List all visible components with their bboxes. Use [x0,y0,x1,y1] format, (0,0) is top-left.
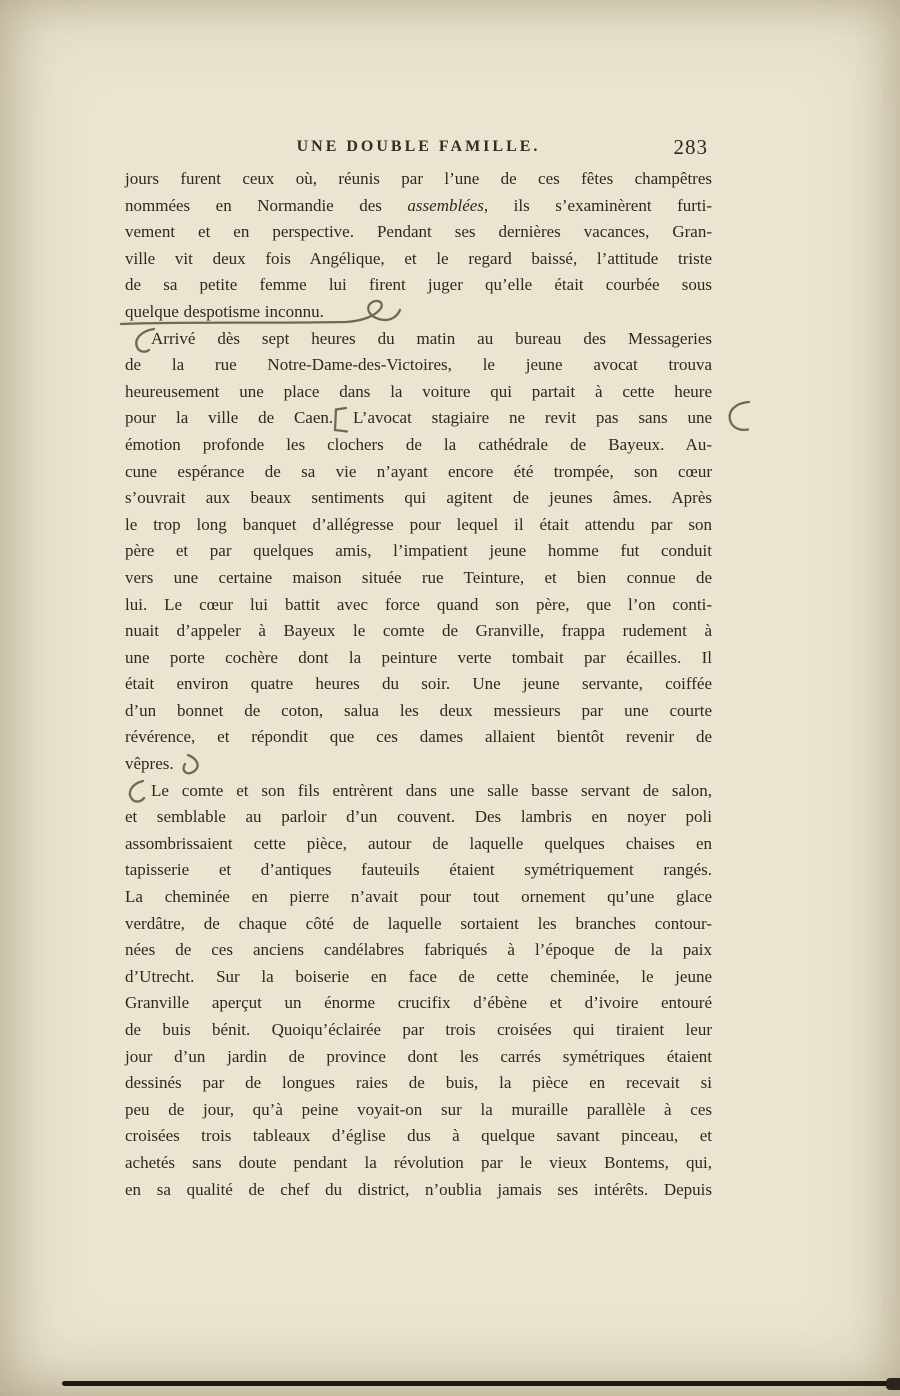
text-line [125,831,712,858]
text-line [125,804,712,831]
text-segment: une porte cochère dont la peinture verte tombait par écailles. Il [125,647,712,667]
pencil-margin-bracket-mark [730,402,749,430]
text-line [125,698,712,725]
text-segment: nommées en Normandie des [125,195,408,215]
scan-edge-artifact [62,1381,894,1386]
text-segment: d’Utrecht. Sur la boiserie en face de cette cheminée, le jeune [125,966,712,986]
text-segment: assombrissaient cette pièce, autour de laquelle quelques chaises en [125,833,712,853]
text-line [125,512,712,539]
text-line [125,485,712,512]
text-line [125,937,712,964]
text-segment: émotion profonde les clochers de la cathédrale de Bayeux. Au- [125,434,712,454]
text-line [125,1150,712,1177]
running-title: UNE DOUBLE FAMILLE. [296,138,541,155]
text-segment: Granville aperçut un énorme crucifix d’ébène et d’ivoire entouré [125,993,712,1013]
text-line [125,778,712,805]
text-segment: , ils s’examinèrent furti- [483,195,712,215]
text-segment: d’un bonnet de coton, salua les deux messieurs par une courte [125,700,712,720]
text-segment: nuait d’appeler à Bayeux le comte de Granville, frappa rudement à [125,621,712,641]
text-segment: peu de jour, qu’à peine voyait-on sur la muraille parallèle à ces [125,1099,712,1119]
page-number: 283 [673,135,708,159]
text-line [125,272,712,299]
text-segment: quelque despotisme inconnu. [125,301,324,321]
text-line [125,1177,712,1204]
text-line [125,459,712,486]
text-segment: jours furent ceux où, réunis par l’une de ces fêtes champêtres [125,169,712,188]
text-segment: achetés sans doute pendant la révolution par le vieux Bontems, qui, [125,1152,712,1172]
text-line [125,1123,712,1150]
text-segment: vement et en perspective. Pendant ses dernières vacances, Gran- [125,222,712,242]
text-segment: père et par quelques amis, l’impatient jeune homme fut conduit [125,541,712,561]
text-line [125,1070,712,1097]
text-segment: dessinés par de longues raies de buis, la pièce en recevait si [125,1073,712,1093]
text-segment: lui. Le cœur lui battit avec force quand son père, que l’on conti- [125,594,712,614]
text-segment: de buis bénit. Quoiqu’éclairée par trois croisées qui tiraient leur [125,1020,712,1039]
text-segment: et semblable au parloir d’un couvent. Des lambris en noyer poli [125,807,712,827]
text-line [125,565,712,592]
text-segment: pour la ville de Caen. L’avocat stagiaire ne revit pas sans une [125,408,712,428]
text-line [125,884,712,911]
text-segment: était environ quatre heures du soir. Une jeune servante, coiffée [125,674,712,694]
text-segment: ville vit deux fois Angélique, et le regard baissé, l’attitude triste [125,248,712,268]
text-segment: croisées trois tableaux d’église dus à quelque savant pinceau, et [125,1126,712,1146]
text-line [125,964,712,991]
text-line [125,592,712,619]
text-line [125,751,712,778]
text-segment: en sa qualité de chef du district, n’oublia jamais ses intérêts. Depuis [125,1179,712,1199]
text-line [125,405,712,432]
text-line [125,219,712,246]
text-segment: de sa petite femme lui firent juger qu’elle était courbée sous [125,275,712,295]
text-line [125,326,712,353]
scan-edge-corner-artifact [886,1378,900,1390]
text-line [125,538,712,565]
italic-text-segment: assemblées [407,195,484,215]
text-line [125,724,712,751]
text-segment: vers une certaine maison située rue Teinture, et bien connue de [125,567,712,587]
text-segment: tapisserie et d’antiques fauteuils étaient symétriquement rangés. [125,860,712,880]
text-segment: verdâtre, de chaque côté de laquelle sortaient les branches contour- [125,913,712,933]
text-line [125,911,712,938]
text-line [125,990,712,1017]
text-line [125,299,712,326]
text-segment: s’ouvrait aux beaux sentiments qui agitent de jeunes âmes. Après [125,488,712,508]
text-line [125,1044,712,1071]
text-line [125,1017,712,1044]
text-line [125,352,712,379]
text-segment: jour d’un jardin de province dont les carrés symétriques étaient [125,1046,712,1066]
text-line [125,645,712,672]
text-segment: de la rue Notre-Dame-des-Victoires, le jeune avocat trouva [125,355,712,375]
text-line [125,618,712,645]
text-segment: Arrivé dès sept heures du matin au bureau des Messageries [151,328,712,348]
text-segment: La cheminée en pierre n’avait pour tout ornement qu’une glace [125,887,712,907]
text-segment: le trop long banquet d’allégresse pour lequel il était attendu par son [125,514,712,534]
text-line [125,671,712,698]
text-segment: vêpres. [125,754,174,774]
text-segment: heureusement une place dans la voiture qui partait à cette heure [125,381,712,401]
text-line [125,166,712,193]
text-line [125,1097,712,1124]
text-line [125,432,712,459]
text-segment: nées de ces anciens candélabres fabriqués à l’époque de la paix [125,940,712,960]
text-block [125,166,712,1203]
text-line [125,193,712,220]
text-segment: cune espérance de sa vie n’ayant encore été trompée, son cœur [125,461,712,481]
text-segment: Le comte et son fils entrèrent dans une salle basse servant de salon, [151,780,712,800]
text-segment: révérence, et répondit que ces dames allaient bientôt revenir de [125,727,712,747]
text-line [125,379,712,406]
text-line [125,246,712,273]
text-line [125,857,712,884]
page-header [125,135,712,164]
